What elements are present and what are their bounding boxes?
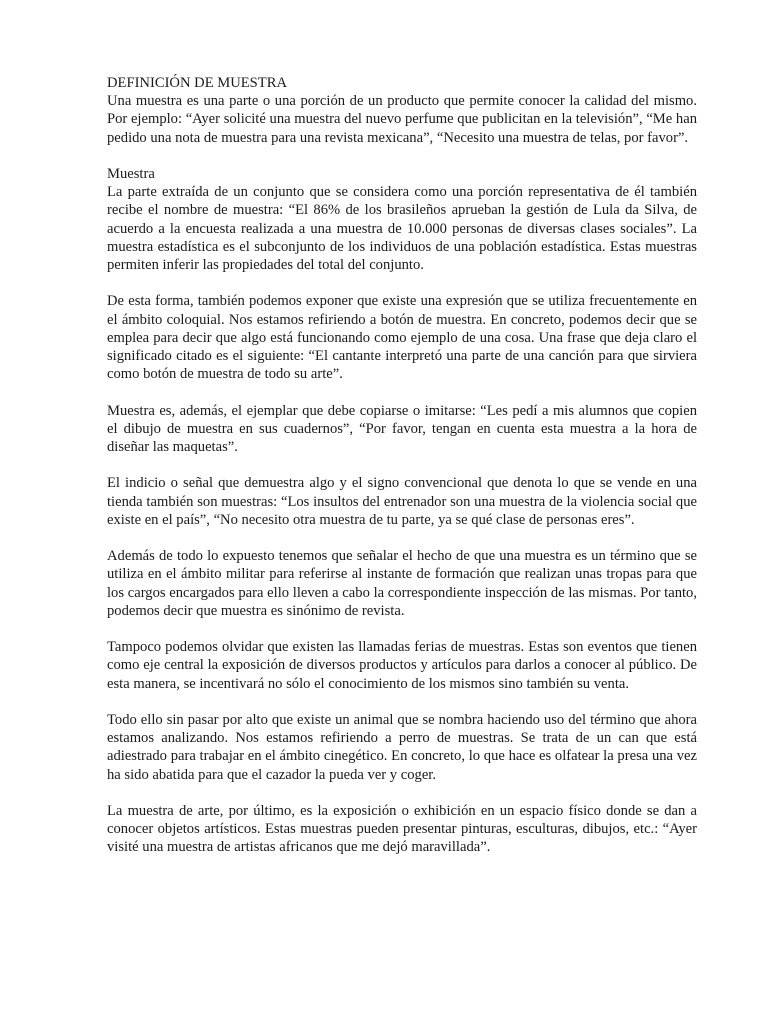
- section-subtitle: Muestra: [107, 166, 155, 182]
- paragraph-perro: Todo ello sin pasar por alto que existe un animal que se nombra haciendo uso del término que ahora estamos analizando. Nos estamos refiriendo a perro de muestras. Se trata de un can que está adiestrado para trabajar en el ámbito cinegético. En concreto, lo que hace es olfatear la presa una vez ha sido abatida para que el cazador la pueda ver y coger.: [107, 712, 697, 783]
- paragraph-ejemplar: Muestra es, además, el ejemplar que debe copiarse o imitarse: “Les pedí a mis alumnos que copien el dibujo de muestra en sus cuadernos”, “Por favor, tengan en cuenta esta muestra a la hora de diseñar las maquetas”.: [107, 402, 697, 456]
- document-title: DEFINICIÓN DE MUESTRA: [107, 75, 287, 91]
- paragraph-indicio: El indicio o señal que demuestra algo y el signo convencional que denota lo que se vende en una tienda también son muestras: “Los insultos del entrenador son una muestra de la violencia social que existe en el país”, “No necesito otra muestra de tu parte, ya se qué clase de personas eres”.: [107, 475, 697, 528]
- document-page: [107, 74, 697, 875]
- intro-paragraph: Una muestra es una parte o una porción de un producto que permite conocer la calidad del mismo. Por ejemplo: “Ayer solicité una muestra del nuevo perfume que publicitan en la televisión”, “Me han pedido una nota de muestra para una revista mexicana”, “Necesito una muestra de telas, por favor”.: [107, 93, 697, 146]
- paragraph-statistics: La parte extraída de un conjunto que se considera como una porción representativa de él también recibe el nombre de muestra: “El 86% de los brasileños aprueban la gestión de Lula da Silva, de acuerdo a la encuesta realizada a una muestra de 10.000 personas de diversas clases sociales”. La muestra estadística es el subconjunto de los individuos de una población estadística. Estas muestras permiten inferir las propiedades del total del conjunto.: [107, 184, 697, 274]
- paragraph-boton-de-muestra: De esta forma, también podemos exponer que existe una expresión que se utiliza frecuentemente en el ámbito coloquial. Nos estamos refiriendo a botón de muestra. En concreto, podemos decir que se emplea para decir que algo está funcionando como ejemplo de una cosa. Una frase que deja claro el significado citado es el siguiente: “El cantante interpretó una parte de una canción para que sirviera como botón de muestra de todo su arte”.: [107, 293, 697, 383]
- paragraph-ferias: Tampoco podemos olvidar que existen las llamadas ferias de muestras. Estas son eventos que tienen como eje central la exposición de diversos productos y artículos para darlos a conocer al público. De esta manera, se incentivará no sólo el conocimiento de los mismos sino también su venta.: [107, 639, 697, 692]
- paragraph-arte: La muestra de arte, por último, es la exposición o exhibición en un espacio físico donde se dan a conocer objetos artísticos. Estas muestras pueden presentar pinturas, esculturas, dibujos, etc.: “Ayer visité una muestra de artistas africanos que me dejó maravillada”.: [107, 803, 697, 856]
- paragraph-militar: Además de todo lo expuesto tenemos que señalar el hecho de que una muestra es un término que se utiliza en el ámbito militar para referirse al instante de formación que realizan unas tropas para que los cargos encargados para ello lleven a cabo la correspondiente inspección de las mismas. Por tanto, podemos decir que muestra es sinónimo de revista.: [107, 548, 697, 619]
